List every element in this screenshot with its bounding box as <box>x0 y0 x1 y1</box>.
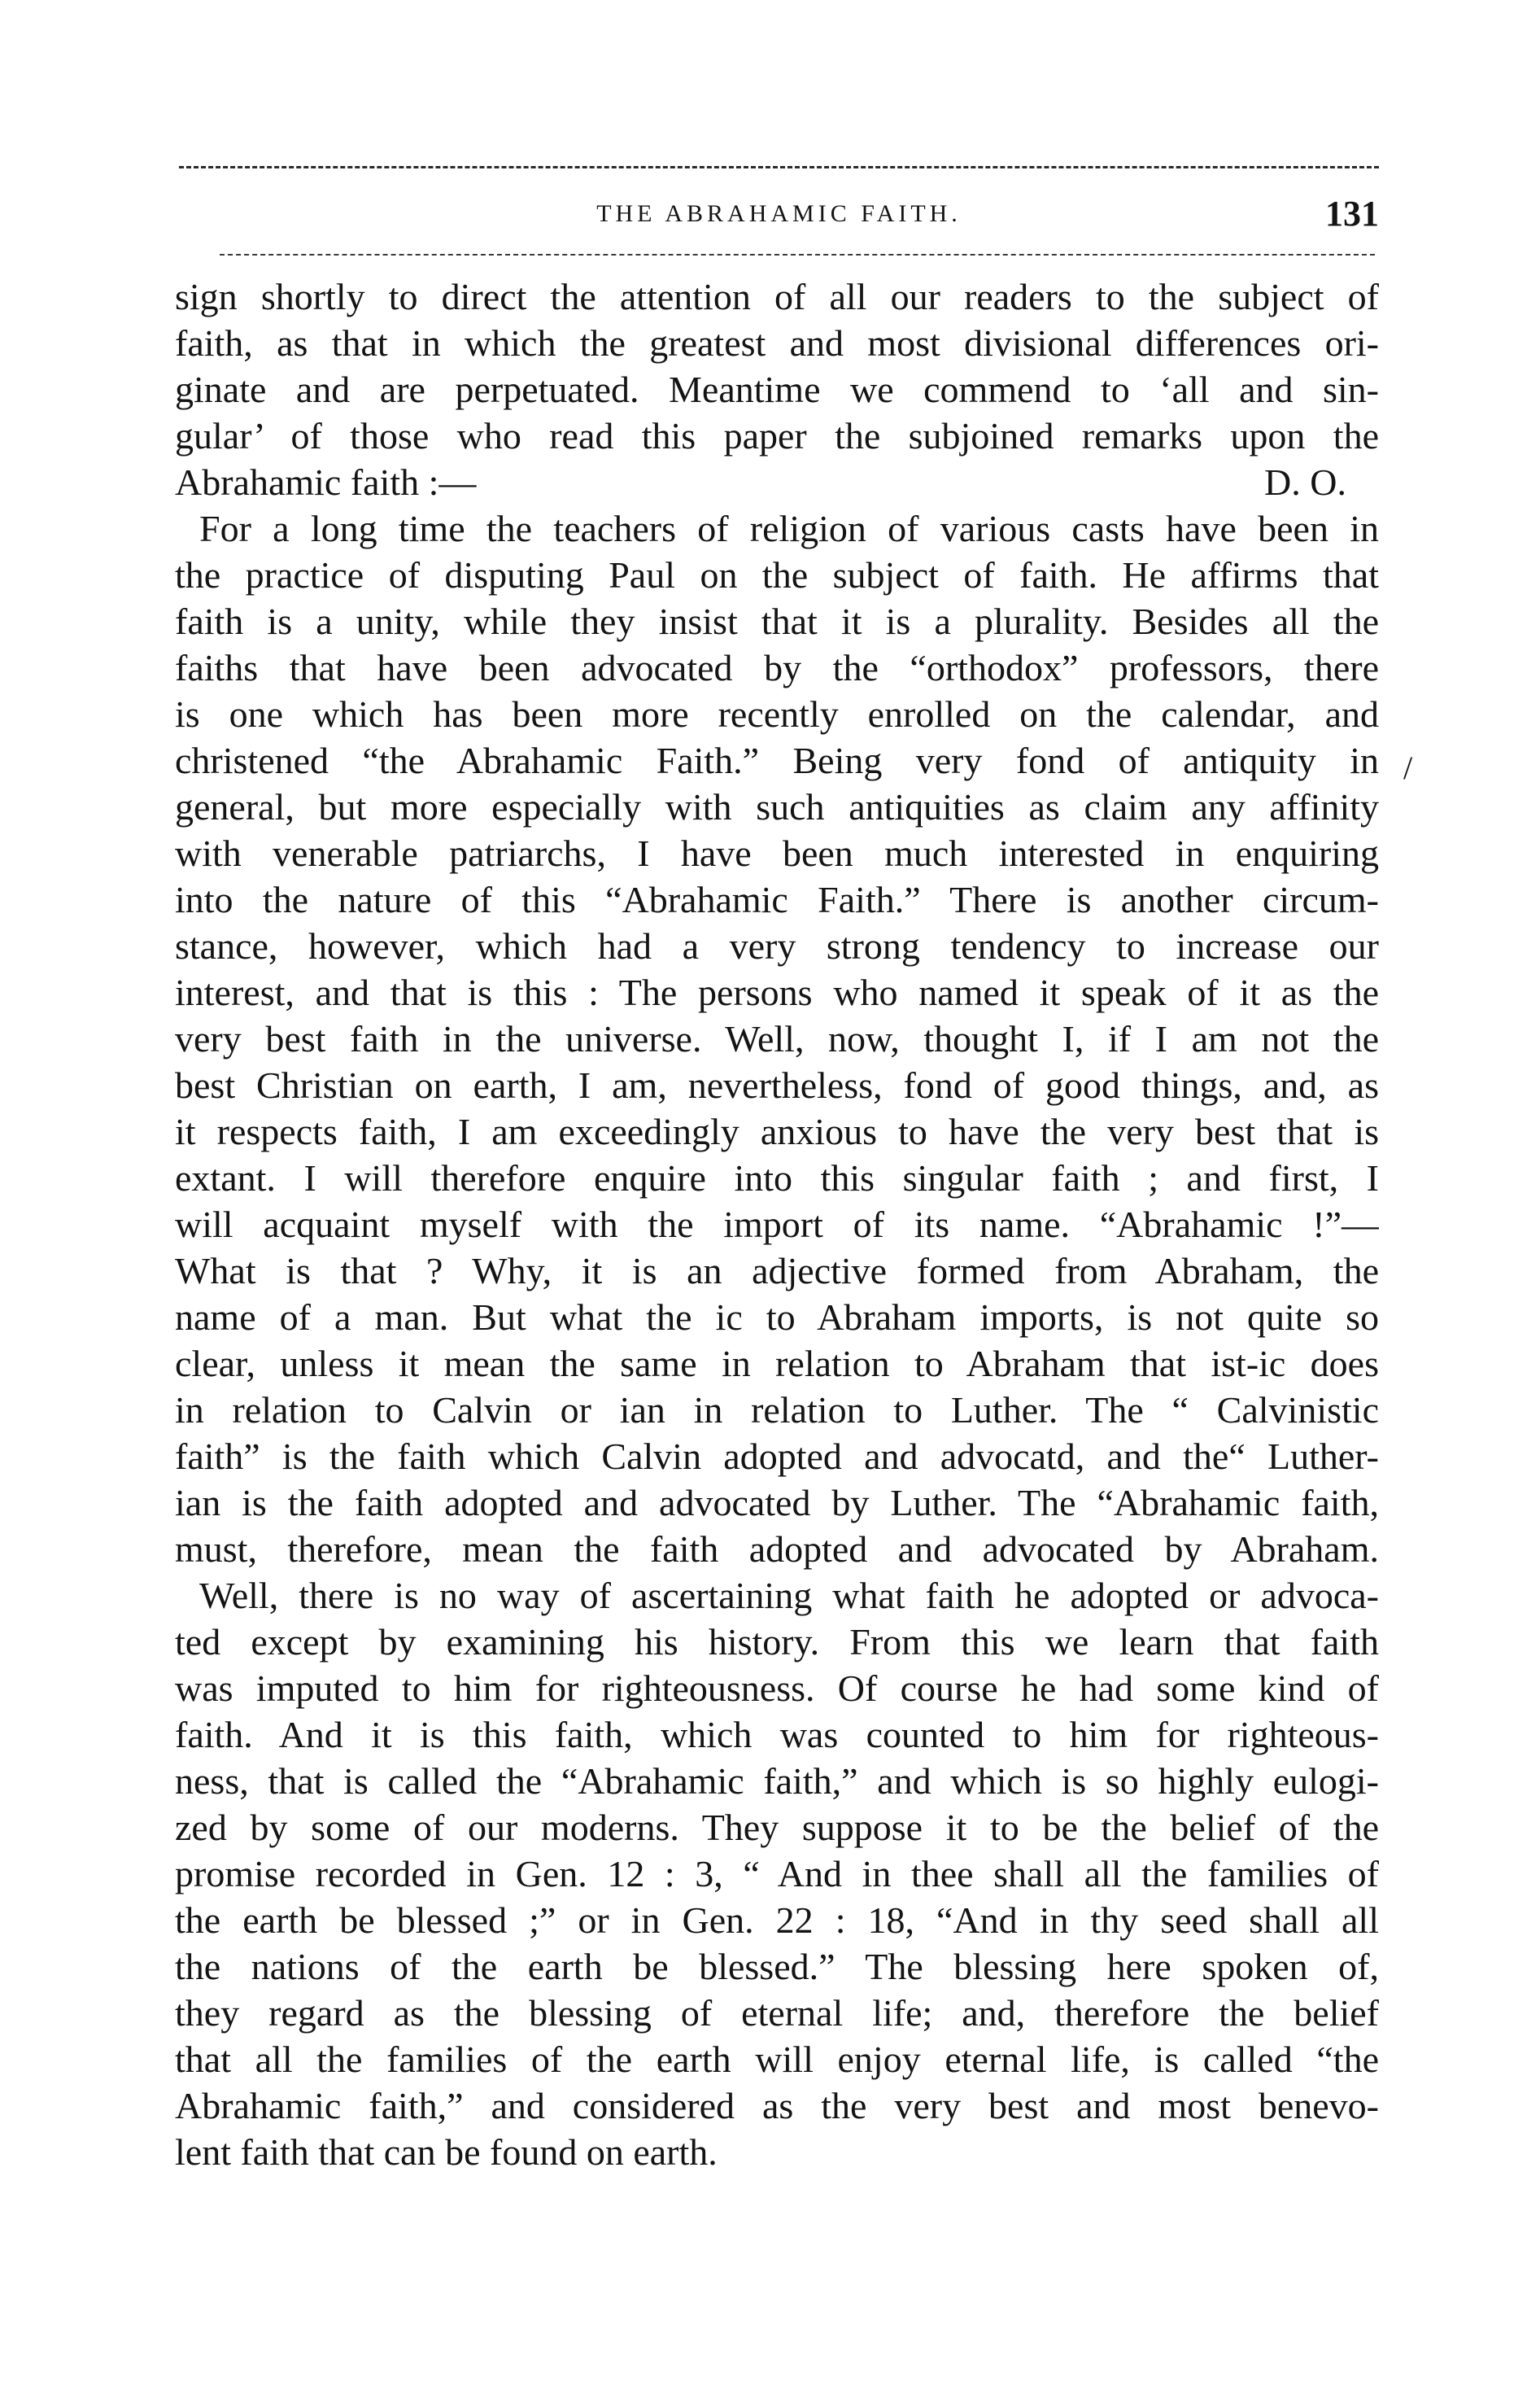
running-title: THE ABRAHAMIC FAITH. <box>596 200 962 227</box>
page-number: 131 <box>1325 194 1379 234</box>
margin-mark: / <box>1403 749 1413 786</box>
text-line: faith” is the faith which Calvin adopted and advocatd, and the“ Luther- <box>175 1435 1379 1477</box>
text-line: that all the families of the earth will enjoy eternal life, is called “the <box>175 2038 1379 2080</box>
text-line-final: Abrahamic faith :— <box>175 461 477 503</box>
body-text <box>175 273 1379 2175</box>
signature-initials: D. O. <box>1264 461 1346 503</box>
text-line: the practice of disputing Paul on the subject of faith. He affirms that <box>175 554 1379 596</box>
text-line: sign shortly to direct the attention of all our readers to the subject of <box>175 276 1379 317</box>
text-line: faith is a unity, while they insist that it is a plurality. Besides all the <box>175 601 1379 642</box>
text-line: faith, as that in which the greatest and most divisional differences ori- <box>175 322 1379 364</box>
text-line: interest, and that is this : The persons who named it speak of it as the <box>175 972 1379 1013</box>
text-line: in relation to Calvin or ian in relation to Luther. The “ Calvinistic <box>175 1389 1379 1431</box>
text-line: ted except by examining his history. From this we learn that faith <box>175 1621 1379 1663</box>
running-head <box>179 186 1379 243</box>
text-line: zed by some of our moderns. They suppose it to be the belief of the <box>175 1807 1379 1848</box>
text-line: it respects faith, I am exceedingly anxious to have the very best that is <box>175 1111 1379 1152</box>
text-line: christened “the Abrahamic Faith.” Being very fond of antiquity in <box>175 740 1379 781</box>
text-line: general, but more especially with such antiquities as claim any affinity <box>175 786 1379 828</box>
text-line: best Christian on earth, I am, nevertheless, fond of good things, and, as <box>175 1064 1379 1106</box>
header-bottom-rule <box>220 254 1375 256</box>
text-line: is one which has been more recently enrolled on the calendar, and <box>175 693 1379 735</box>
text-line: Abrahamic faith,” and considered as the very best and most benevo- <box>175 2085 1379 2126</box>
text-line: ness, that is called the “Abrahamic faith,” and which is so highly eulogi- <box>175 1760 1379 1802</box>
text-line: ian is the faith adopted and advocated by Luther. The “Abrahamic faith, <box>175 1482 1379 1523</box>
text-line-final: lent faith that can be found on earth. <box>175 2131 718 2173</box>
text-line: was imputed to him for righteousness. Of course he had some kind of <box>175 1667 1379 1709</box>
text-line: extant. I will therefore enquire into this singular faith ; and first, I <box>175 1157 1379 1199</box>
text-line: the nations of the earth be blessed.” The blessing here spoken of, <box>175 1946 1379 1987</box>
text-line: very best faith in the universe. Well, now, thought I, if I am not the <box>175 1018 1379 1060</box>
text-line: faiths that have been advocated by the “orthodox” professors, there <box>175 647 1379 688</box>
text-line: clear, unless it mean the same in relation to Abraham that ist-ic does <box>175 1343 1379 1384</box>
text-line: will acquaint myself with the import of its name. “Abrahamic !”— <box>175 1204 1379 1245</box>
header-top-rule <box>179 166 1379 168</box>
text-line: into the nature of this “Abrahamic Faith.” There is another circum- <box>175 879 1379 920</box>
text-line: gular’ of those who read this paper the subjoined remarks upon the <box>175 415 1379 457</box>
text-line: promise recorded in Gen. 12 : 3, “ And in thee shall all the families of <box>175 1853 1379 1894</box>
text-line: stance, however, which had a very strong tendency to increase our <box>175 925 1379 967</box>
paragraph-first-line: For a long time the teachers of religion of various casts have been in <box>199 508 1379 549</box>
text-line: name of a man. But what the ic to Abraham imports, is not quite so <box>175 1296 1379 1338</box>
text-line: must, therefore, mean the faith adopted and advocated by Abraham. <box>175 1528 1379 1570</box>
text-line: they regard as the blessing of eternal life; and, therefore the belief <box>175 1992 1379 2034</box>
text-line-with-signature <box>175 459 1379 505</box>
text-line: What is that ? Why, it is an adjective formed from Abraham, the <box>175 1250 1379 1291</box>
paragraph-first-line: Well, there is no way of ascertaining what faith he adopted or advoca- <box>199 1575 1379 1616</box>
text-line: with venerable patriarchs, I have been much interested in enquiring <box>175 832 1379 874</box>
text-line: the earth be blessed ;” or in Gen. 22 : 18, “And in thy seed shall all <box>175 1899 1379 1941</box>
text-line: ginate and are perpetuated. Meantime we commend to ‘all and sin- <box>175 369 1379 410</box>
text-line: faith. And it is this faith, which was counted to him for righteous- <box>175 1714 1379 1755</box>
